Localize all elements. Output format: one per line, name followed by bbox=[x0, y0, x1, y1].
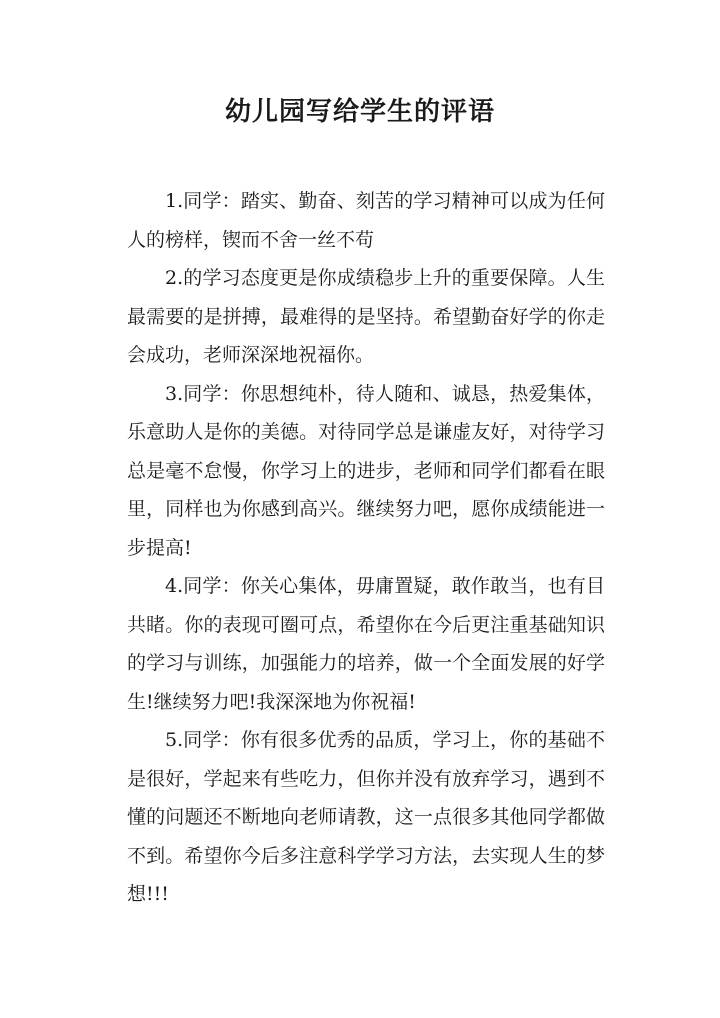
paragraph-4: 4.同学：你关心集体，毋庸置疑，敢作敢当，也有目共睹。你的表现可圈可点，希望你在今后更注重基础知识的学习与训练，加强能力的培养，做一个全面发展的好学生!继续努力吧!我深深地为你祝福! bbox=[127, 575, 605, 713]
document-title: 幼儿园写给学生的评语 bbox=[224, 97, 495, 127]
paragraph-2: 2.的学习态度更是你成绩稳步上升的重要保障。人生最需要的是拼搏，最难得的是坚持。希望勤奋好学的你走会成功，老师深深地祝福你。 bbox=[127, 267, 605, 366]
paragraph-3: 3.同学：你思想纯朴，待人随和、诚恳，热爱集体，乐意助人是你的美德。对待同学总是谦虚友好，对待学习总是毫不怠慢，你学习上的进步，老师和同学们都看在眼里，同样也为你感到高兴。继续努力吧，愿你成绩能进一步提高! bbox=[127, 382, 605, 559]
document-body bbox=[127, 182, 605, 914]
paragraph-1: 1.同学：踏实、勤奋、刻苦的学习精神可以成为任何人的榜样，锲而不舍一丝不苟 bbox=[127, 190, 605, 251]
paragraph-5: 5.同学：你有很多优秀的品质，学习上，你的基础不是很好，学起来有些吃力，但你并没有放弃学习，遇到不懂的问题还不断地向老师请教，这一点很多其他同学都做不到。希望你今后多注意科学学习方法，去实现人生的梦想!!! bbox=[127, 729, 605, 905]
